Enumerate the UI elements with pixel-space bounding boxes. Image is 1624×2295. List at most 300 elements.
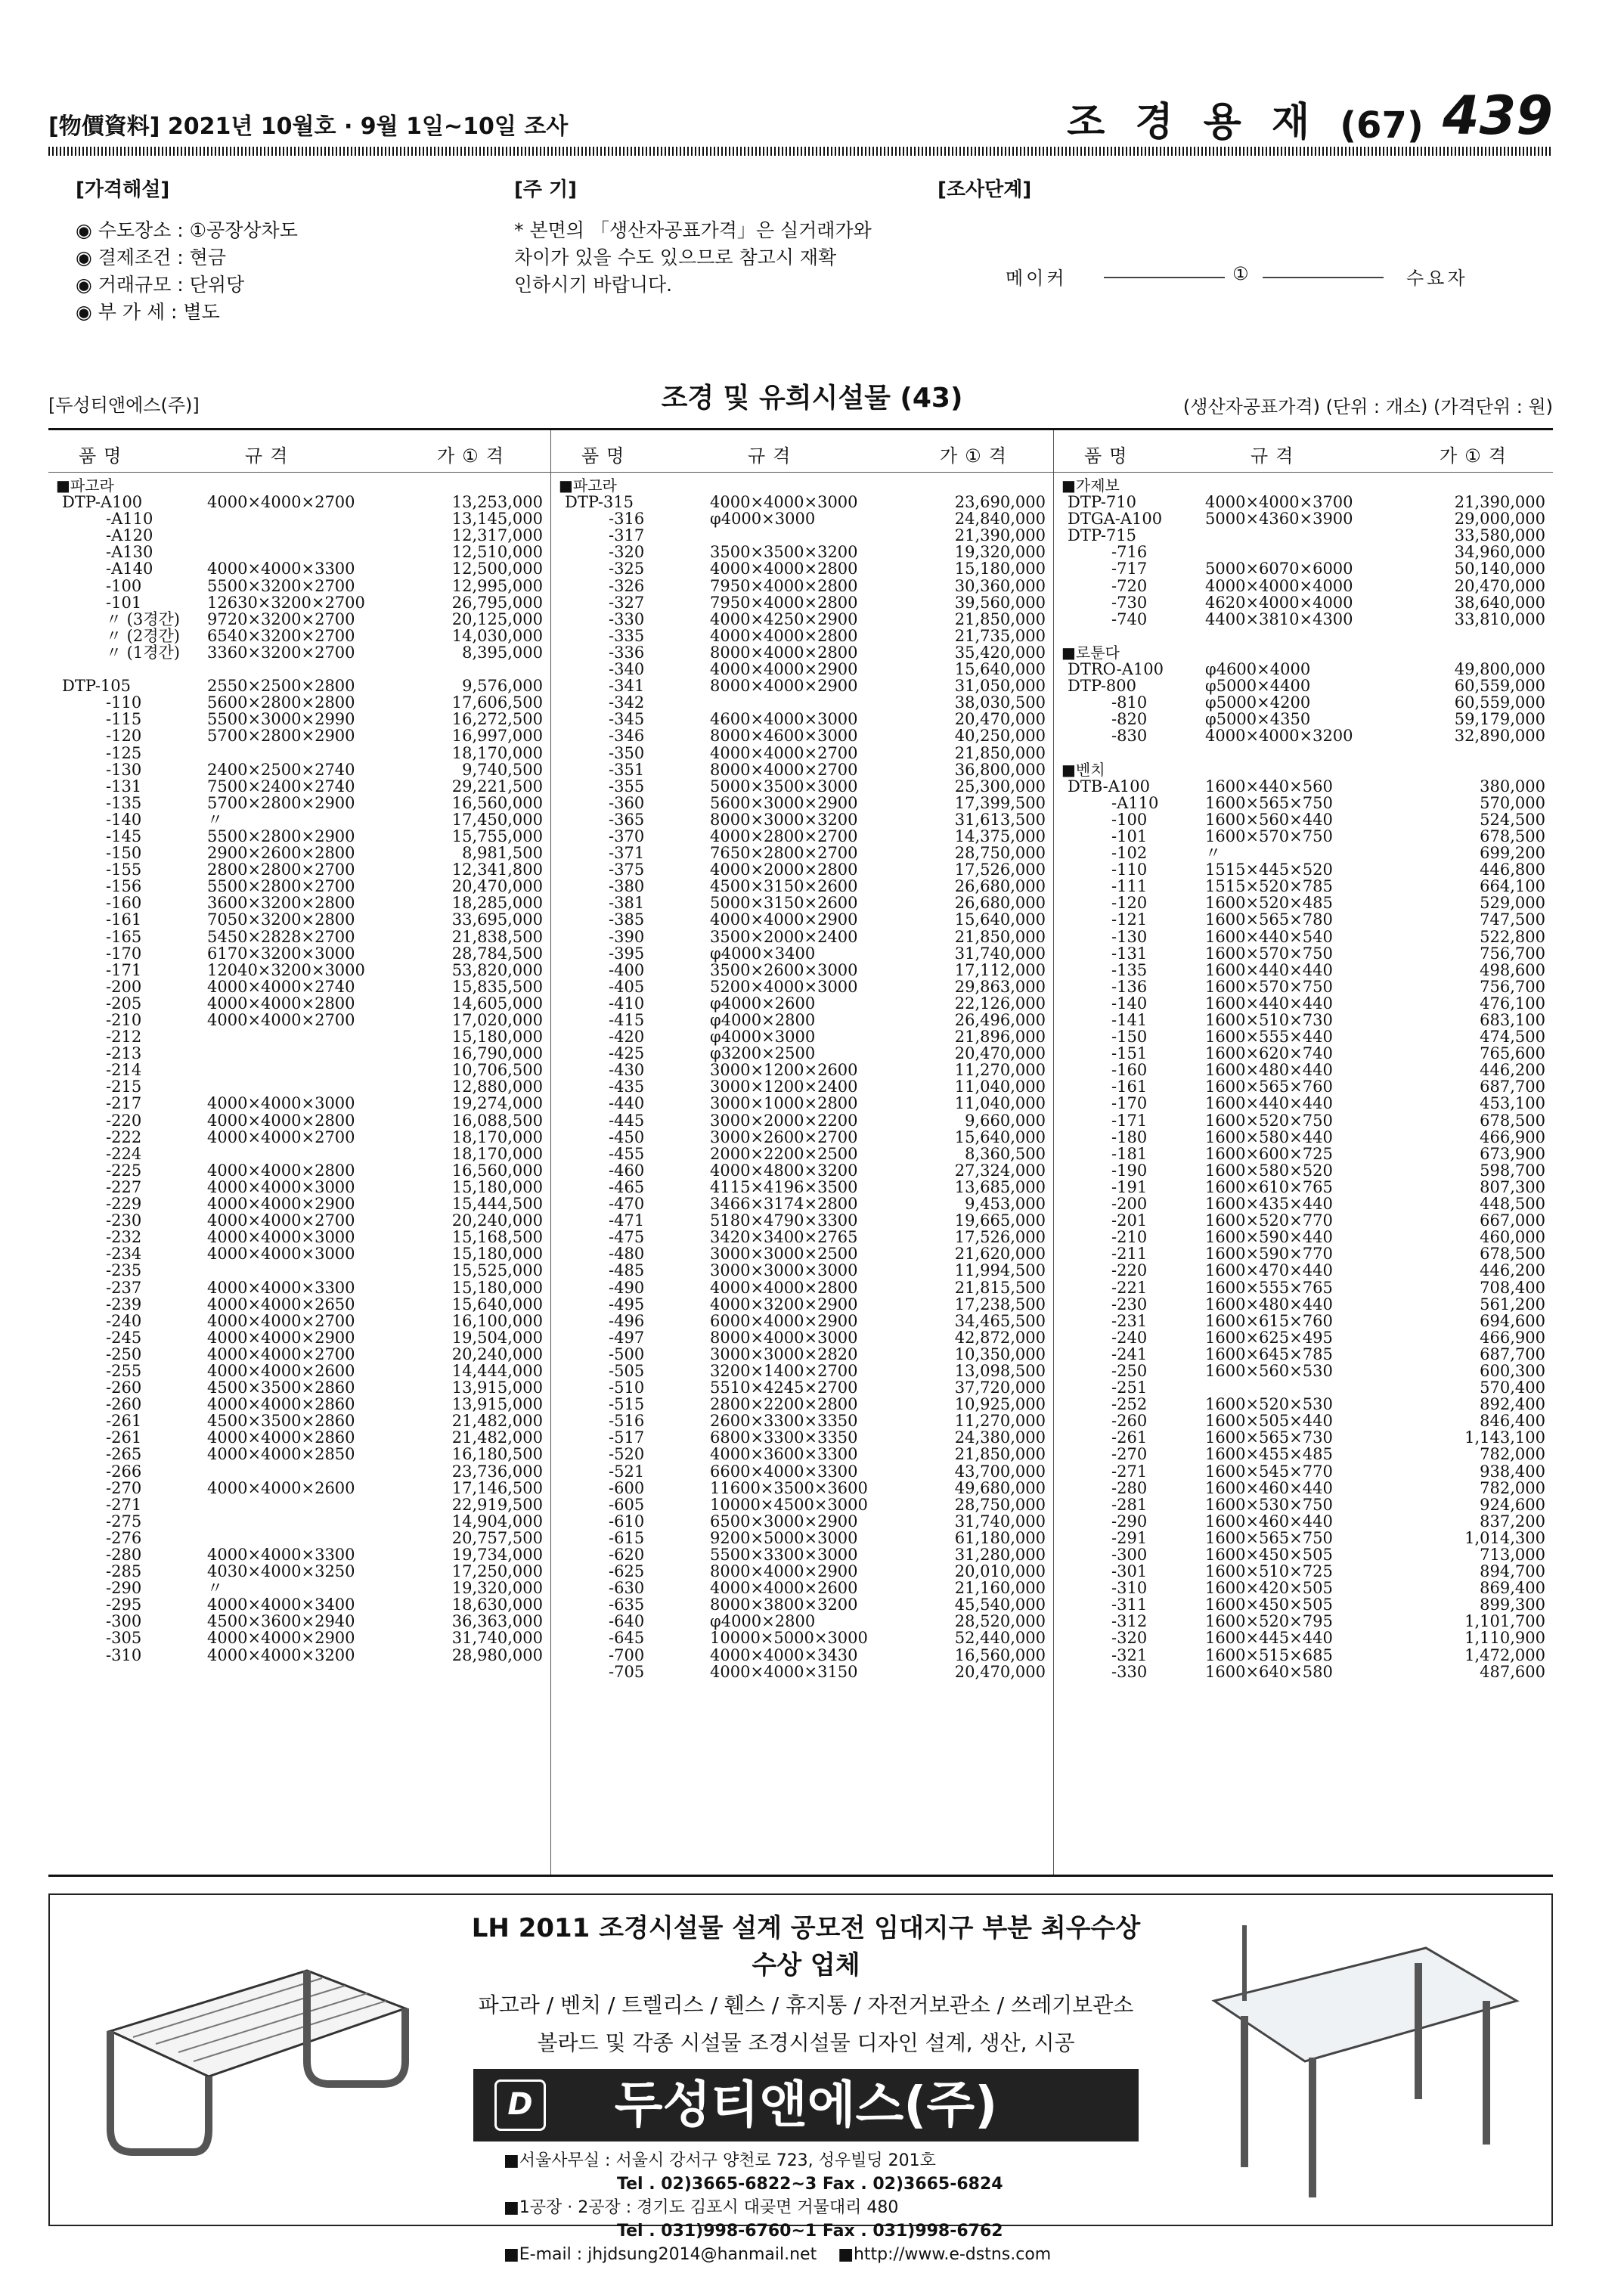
model-cell: -215	[106, 1078, 142, 1096]
spec-cell: 4000×4000×2740	[207, 977, 355, 996]
model-cell: -161	[106, 910, 142, 929]
price-cell: 846,400	[1480, 1412, 1545, 1431]
model-cell: -465	[609, 1177, 645, 1196]
spec-cell: 2800×2200×2800	[710, 1395, 858, 1414]
model-cell: -111	[1111, 877, 1148, 896]
spec-cell: 1600×600×725	[1205, 1144, 1333, 1163]
model-cell: -213	[106, 1044, 142, 1063]
header-price: 가①격	[437, 445, 511, 467]
model-cell: -240	[106, 1311, 142, 1330]
model-cell: -380	[609, 877, 645, 896]
spec-cell: 1600×450×505	[1205, 1546, 1333, 1564]
table-row	[48, 845, 550, 861]
price-cell: 570,400	[1480, 1379, 1545, 1397]
table-row	[1054, 861, 1553, 878]
spec-cell: 3466×3174×2800	[710, 1195, 858, 1214]
model-cell: -610	[609, 1512, 645, 1531]
price-cell: 10,706,500	[451, 1061, 543, 1080]
table-header	[551, 430, 1053, 473]
price-cell: 15,180,000	[451, 1177, 543, 1196]
model-cell: -516	[609, 1412, 645, 1431]
price-cell: 598,700	[1480, 1161, 1545, 1180]
spec-cell: 4000×4000×3000	[207, 1245, 355, 1264]
price-cell: 11,040,000	[954, 1078, 1046, 1096]
model-cell: -A110	[106, 510, 153, 529]
table-row	[551, 1346, 1053, 1363]
table-column-2	[551, 430, 1053, 1875]
model-cell: -820	[1111, 710, 1148, 729]
model-cell: -211	[1111, 1245, 1148, 1264]
spec-cell: 〃	[1205, 844, 1221, 863]
table-row	[1054, 929, 1553, 945]
price-note-line: ◉ 수도장소 : ①공장상차도	[76, 219, 298, 241]
price-cell: 28,784,500	[451, 944, 543, 963]
table-row	[48, 878, 550, 895]
price-cell: 22,126,000	[954, 994, 1046, 1013]
price-cell: 687,700	[1480, 1078, 1545, 1096]
table-row	[48, 1162, 550, 1179]
spec-cell: 8000×4000×2800	[710, 643, 858, 662]
price-cell: 13,685,000	[954, 1177, 1046, 1196]
price-cell: 765,600	[1480, 1044, 1545, 1063]
price-cell: 678,500	[1480, 827, 1545, 845]
unit-note: (생산자공표가격) (단위 : 개소) (가격단위 : 원)	[1182, 396, 1553, 417]
price-cell: 924,600	[1480, 1495, 1545, 1514]
price-cell: 39,560,000	[954, 593, 1046, 612]
table-column-3	[1054, 430, 1553, 1875]
spec-cell: 4030×4000×3250	[207, 1562, 355, 1581]
price-cell: 20,470,000	[451, 877, 543, 896]
table-row	[48, 1179, 550, 1196]
header-name: 품명	[581, 445, 632, 467]
table-row	[551, 1045, 1053, 1062]
spec-cell: 8000×4000×2900	[710, 677, 858, 696]
model-cell: -A120	[106, 526, 153, 545]
spec-cell: 2900×2600×2800	[207, 844, 355, 863]
price-cell: 45,540,000	[954, 1596, 1046, 1614]
spec-cell: 6000×4000×2900	[710, 1311, 858, 1330]
model-cell: -271	[1111, 1462, 1148, 1481]
spec-cell: 4000×4000×2700	[207, 1011, 355, 1029]
spec-cell: 6500×3000×2900	[710, 1512, 858, 1531]
model-cell: -234	[106, 1245, 142, 1264]
model-cell: -435	[609, 1078, 645, 1096]
model-cell: -241	[1111, 1344, 1148, 1363]
table-row	[551, 594, 1053, 611]
model-cell: -261	[106, 1428, 142, 1447]
ad-website: ■http://www.e-dstns.com	[838, 2245, 1052, 2264]
price-cell: 14,904,000	[451, 1512, 543, 1531]
category-label: ■파고라	[56, 476, 114, 495]
spec-cell: φ5000×4350	[1205, 710, 1311, 729]
spec-cell: 1600×625×495	[1205, 1328, 1333, 1347]
model-cell: -231	[1111, 1311, 1148, 1330]
price-cell: 24,840,000	[954, 510, 1046, 529]
table-row	[551, 628, 1053, 644]
spec-cell: 4000×4000×2900	[710, 660, 858, 679]
price-cell: 453,100	[1480, 1094, 1545, 1113]
table-row	[551, 1112, 1053, 1129]
table-row	[1054, 828, 1553, 845]
spec-cell: 3360×3200×2700	[207, 643, 355, 662]
price-cell: 664,100	[1480, 877, 1545, 896]
price-cell: 15,180,000	[954, 560, 1046, 578]
spec-cell: 7050×3200×2800	[207, 910, 355, 929]
model-cell: -285	[106, 1562, 142, 1581]
price-notes-heading: [가격해설]	[76, 178, 170, 201]
spec-cell: 4000×4000×3300	[207, 1546, 355, 1564]
table-row	[551, 1212, 1053, 1229]
price-cell: 13,098,500	[954, 1361, 1046, 1380]
model-cell: -345	[609, 710, 645, 729]
table-row	[48, 778, 550, 795]
ad-company-banner	[473, 2069, 1139, 2141]
model-cell: -165	[106, 927, 142, 946]
spec-cell: 4000×2000×2800	[710, 861, 858, 879]
page-header	[48, 85, 1553, 147]
price-cell: 28,750,000	[954, 1495, 1046, 1514]
table-row	[551, 1664, 1053, 1680]
price-cell: 42,872,000	[954, 1328, 1046, 1347]
model-cell: -181	[1111, 1144, 1148, 1163]
table-row	[1054, 811, 1553, 828]
table-row	[1054, 845, 1553, 861]
model-cell: -266	[106, 1462, 142, 1481]
spec-cell: 4000×4000×2700	[207, 1311, 355, 1330]
spec-cell: 9720×3200×2700	[207, 609, 355, 628]
table-row	[551, 1363, 1053, 1379]
model-cell: DTP-715	[1068, 526, 1137, 545]
table-row	[551, 929, 1053, 945]
model-cell: DTGA-A100	[1068, 510, 1163, 529]
model-cell: -425	[609, 1044, 645, 1063]
model-cell: -252	[1111, 1395, 1148, 1414]
price-cell: 28,980,000	[451, 1645, 543, 1664]
spec-cell: 2400×2500×2740	[207, 760, 355, 779]
model-cell: -740	[1111, 609, 1148, 628]
table-row	[551, 1078, 1053, 1095]
model-cell: -320	[609, 543, 645, 562]
price-cell: 37,720,000	[954, 1379, 1046, 1397]
category-label: ■벤치	[1061, 760, 1105, 779]
price-cell: 678,500	[1480, 1111, 1545, 1130]
model-cell: -120	[106, 727, 142, 746]
table-row	[551, 861, 1053, 878]
table-row	[48, 594, 550, 611]
price-cell: 26,680,000	[954, 877, 1046, 896]
ad-company-name: 두성티앤에스(주)	[614, 2076, 998, 2134]
model-cell: -335	[609, 626, 645, 645]
table-row	[551, 1546, 1053, 1563]
table-row	[1054, 962, 1553, 978]
model-cell: -150	[106, 844, 142, 863]
table-row	[48, 929, 550, 945]
price-cell: 474,500	[1480, 1028, 1545, 1047]
table-row	[551, 1329, 1053, 1346]
price-cell: 446,200	[1480, 1261, 1545, 1280]
table-row	[551, 544, 1053, 560]
model-cell: -290	[1111, 1512, 1148, 1531]
ad-factory: ■1공장 · 2공장 : 경기도 김포시 대곶면 거물대리 480	[504, 2198, 899, 2217]
ad-web-row	[504, 2243, 1154, 2266]
spec-cell: 5000×3150×2600	[710, 894, 858, 913]
table-row	[48, 1313, 550, 1329]
price-cell: 13,915,000	[451, 1379, 543, 1397]
price-cell: 20,470,000	[1454, 576, 1545, 595]
price-cell: 53,820,000	[451, 960, 543, 979]
spec-cell: 3000×3000×2820	[710, 1344, 858, 1363]
table-row	[551, 1413, 1053, 1429]
model-cell: -717	[1111, 560, 1148, 578]
model-cell: -326	[609, 576, 645, 595]
table-title: 조경 및 유희시설물 (43)	[661, 383, 963, 414]
table-row	[48, 527, 550, 544]
price-cell: 49,680,000	[954, 1478, 1046, 1497]
spec-cell: 4000×4000×3200	[207, 1645, 355, 1664]
model-cell: -445	[609, 1111, 645, 1130]
spec-cell: 10000×4500×3000	[710, 1495, 868, 1514]
spec-cell: 4000×4000×3150	[710, 1662, 858, 1681]
spec-cell: 1600×565×750	[1205, 793, 1333, 812]
table-row	[1054, 1196, 1553, 1212]
price-cell: 15,168,500	[451, 1228, 543, 1247]
price-cell: 19,504,000	[451, 1328, 543, 1347]
spec-cell: 4000×4000×2900	[207, 1629, 355, 1648]
model-cell: -351	[609, 760, 645, 779]
spec-cell: 4000×4000×2800	[710, 560, 858, 578]
table-row	[1054, 1279, 1553, 1296]
table-row	[1054, 1078, 1553, 1095]
spec-cell: 4000×4000×2860	[207, 1428, 355, 1447]
table-row	[1054, 1580, 1553, 1596]
spec-cell: φ4000×2800	[710, 1011, 816, 1029]
table-row	[1054, 978, 1553, 995]
table-row	[48, 978, 550, 995]
price-cell: 673,900	[1480, 1144, 1545, 1163]
table-row	[1054, 1028, 1553, 1045]
price-cell: 20,125,000	[451, 609, 543, 628]
table-row	[551, 527, 1053, 544]
model-cell: -102	[1111, 844, 1148, 863]
table-row	[1054, 510, 1553, 527]
price-cell: 60,559,000	[1454, 693, 1545, 712]
table-row	[48, 1546, 550, 1563]
spec-cell: 1600×570×750	[1205, 944, 1333, 963]
price-cell: 17,526,000	[954, 861, 1046, 879]
table-row	[1054, 1245, 1553, 1262]
price-cell: 21,160,000	[954, 1579, 1046, 1598]
spec-cell: 4000×2800×2700	[710, 827, 858, 845]
company-logo-icon: D	[494, 2079, 546, 2131]
model-cell: -131	[1111, 944, 1148, 963]
spec-cell: 6170×3200×3000	[207, 944, 355, 963]
stage-arrow	[1263, 277, 1384, 278]
price-cell: 31,740,000	[954, 944, 1046, 963]
table-row	[551, 911, 1053, 928]
model-cell: -156	[106, 877, 142, 896]
price-cell: 20,757,500	[451, 1528, 543, 1547]
model-cell: 〃 (2경간)	[106, 626, 180, 645]
model-cell: -830	[1111, 727, 1148, 746]
table-row	[1054, 1296, 1553, 1313]
spec-cell: 5450×2828×2700	[207, 927, 355, 946]
model-cell: -100	[106, 576, 142, 595]
price-cell: 49,800,000	[1454, 660, 1545, 679]
price-cell: 15,180,000	[451, 1278, 543, 1297]
model-cell: -227	[106, 1177, 142, 1196]
model-cell: -140	[1111, 994, 1148, 1013]
model-cell: -225	[106, 1161, 142, 1180]
remarks	[514, 174, 872, 299]
table-row	[1054, 1129, 1553, 1146]
price-cell: 20,240,000	[451, 1344, 543, 1363]
spec-cell: 1600×565×730	[1205, 1428, 1333, 1447]
model-cell: -110	[106, 693, 142, 712]
spec-cell: 2550×2500×2800	[207, 677, 355, 696]
table-row	[48, 911, 550, 928]
table-row	[551, 1129, 1053, 1146]
spec-cell: 1600×460×440	[1205, 1512, 1333, 1531]
spec-cell: 6800×3300×3350	[710, 1428, 858, 1447]
table-row	[1054, 1262, 1553, 1279]
table-header	[1054, 430, 1553, 473]
spec-cell: 5500×2800×2700	[207, 877, 355, 896]
spec-cell: 8000×3800×3200	[710, 1596, 858, 1614]
model-cell: -265	[106, 1445, 142, 1464]
table-row	[1054, 611, 1553, 628]
table-row	[48, 1446, 550, 1462]
price-cell: 21,850,000	[954, 927, 1046, 946]
table-row	[48, 1463, 550, 1480]
table-row	[551, 1429, 1053, 1446]
spec-cell: 3000×1200×2600	[710, 1061, 858, 1080]
category-label: ■파고라	[559, 476, 617, 495]
spec-cell: φ3200×2500	[710, 1044, 816, 1063]
stage-maker: 메이커	[1006, 268, 1068, 289]
table-row	[551, 1313, 1053, 1329]
price-cell: 15,180,000	[451, 1245, 543, 1264]
price-cell: 894,700	[1480, 1562, 1545, 1581]
spec-cell: 3000×3000×2500	[710, 1245, 858, 1264]
price-cell: 1,472,000	[1464, 1645, 1545, 1664]
model-cell: DTP-710	[1068, 493, 1137, 512]
price-cell: 25,300,000	[954, 777, 1046, 795]
price-cell: 16,180,500	[451, 1445, 543, 1464]
model-cell: -150	[1111, 1028, 1148, 1047]
spec-cell: φ5000×4400	[1205, 677, 1311, 696]
model-cell: -305	[106, 1629, 142, 1648]
table-row	[551, 1530, 1053, 1546]
price-cell: 16,790,000	[451, 1044, 543, 1063]
table-row	[551, 1162, 1053, 1179]
price-cell: 10,925,000	[954, 1395, 1046, 1414]
table-row	[1054, 1012, 1553, 1028]
table-row	[48, 694, 550, 711]
price-cell: 8,360,500	[965, 1144, 1046, 1163]
price-cell: 899,300	[1480, 1596, 1545, 1614]
model-cell: -480	[609, 1245, 645, 1264]
price-cell: 8,981,500	[462, 844, 543, 863]
header-spec: 규격	[1251, 445, 1301, 467]
table-row	[48, 1530, 550, 1546]
table-row	[48, 1363, 550, 1379]
spec-cell: 4000×4000×3700	[1205, 493, 1353, 512]
price-cell: 9,453,000	[965, 1195, 1046, 1214]
table-row	[1054, 727, 1553, 744]
model-cell: -301	[1111, 1562, 1148, 1581]
spec-cell: 4000×4000×2700	[207, 1211, 355, 1230]
price-cell: 13,145,000	[451, 510, 543, 529]
table-row	[48, 811, 550, 828]
spec-cell: 1600×450×505	[1205, 1596, 1333, 1614]
price-cell: 892,400	[1480, 1395, 1545, 1414]
spec-cell: 1600×510×730	[1205, 1011, 1333, 1029]
model-cell: -615	[609, 1528, 645, 1547]
model-cell: -155	[106, 861, 142, 879]
model-cell: -230	[106, 1211, 142, 1230]
model-cell: -605	[609, 1495, 645, 1514]
table-row	[48, 1229, 550, 1245]
table-row	[1054, 661, 1553, 678]
model-cell: -151	[1111, 1044, 1148, 1063]
price-cell: 26,680,000	[954, 894, 1046, 913]
spec-cell: 1600×480×440	[1205, 1061, 1333, 1080]
table-row	[1054, 911, 1553, 928]
model-cell: -350	[609, 743, 645, 762]
table-row	[48, 1129, 550, 1146]
price-cell: 17,146,500	[451, 1478, 543, 1497]
table-row	[551, 795, 1053, 811]
model-cell: -229	[106, 1195, 142, 1214]
table-row	[551, 811, 1053, 828]
model-cell: -381	[609, 894, 645, 913]
model-cell: -260	[1111, 1412, 1148, 1431]
model-cell: -440	[609, 1094, 645, 1113]
table-row	[551, 1496, 1053, 1513]
advertisement	[48, 1893, 1553, 2264]
price-cell: 11,994,500	[954, 1261, 1046, 1280]
ad-text	[458, 1907, 1154, 2266]
model-cell: -355	[609, 777, 645, 795]
table-row	[1054, 578, 1553, 594]
spec-cell: 1600×435×440	[1205, 1195, 1333, 1214]
table-row	[1054, 1413, 1553, 1429]
table-row	[551, 895, 1053, 911]
price-cell: 12,995,000	[451, 576, 543, 595]
table-row	[1054, 1095, 1553, 1112]
table-row	[1054, 1346, 1553, 1363]
price-cell: 529,000	[1480, 894, 1545, 913]
model-cell: -370	[609, 827, 645, 845]
price-cell: 15,835,500	[451, 977, 543, 996]
model-cell: -700	[609, 1645, 645, 1664]
table-row	[48, 1413, 550, 1429]
spec-cell: 1600×560×440	[1205, 810, 1333, 829]
spec-cell: 7950×4000×2800	[710, 576, 858, 595]
model-cell: -160	[1111, 1061, 1148, 1080]
price-cell: 59,179,000	[1454, 710, 1545, 729]
info-block	[76, 174, 1550, 363]
spec-cell: 9200×5000×3000	[710, 1528, 858, 1547]
model-cell: -280	[1111, 1478, 1148, 1497]
price-cell: 18,285,000	[451, 894, 543, 913]
spec-cell: 6540×3200×2700	[207, 626, 355, 645]
spec-cell: 3500×3500×3200	[710, 543, 858, 562]
price-cell: 52,440,000	[954, 1629, 1046, 1648]
price-cell: 1,101,700	[1464, 1612, 1545, 1631]
table-row	[551, 1146, 1053, 1162]
model-cell: -521	[609, 1462, 645, 1481]
